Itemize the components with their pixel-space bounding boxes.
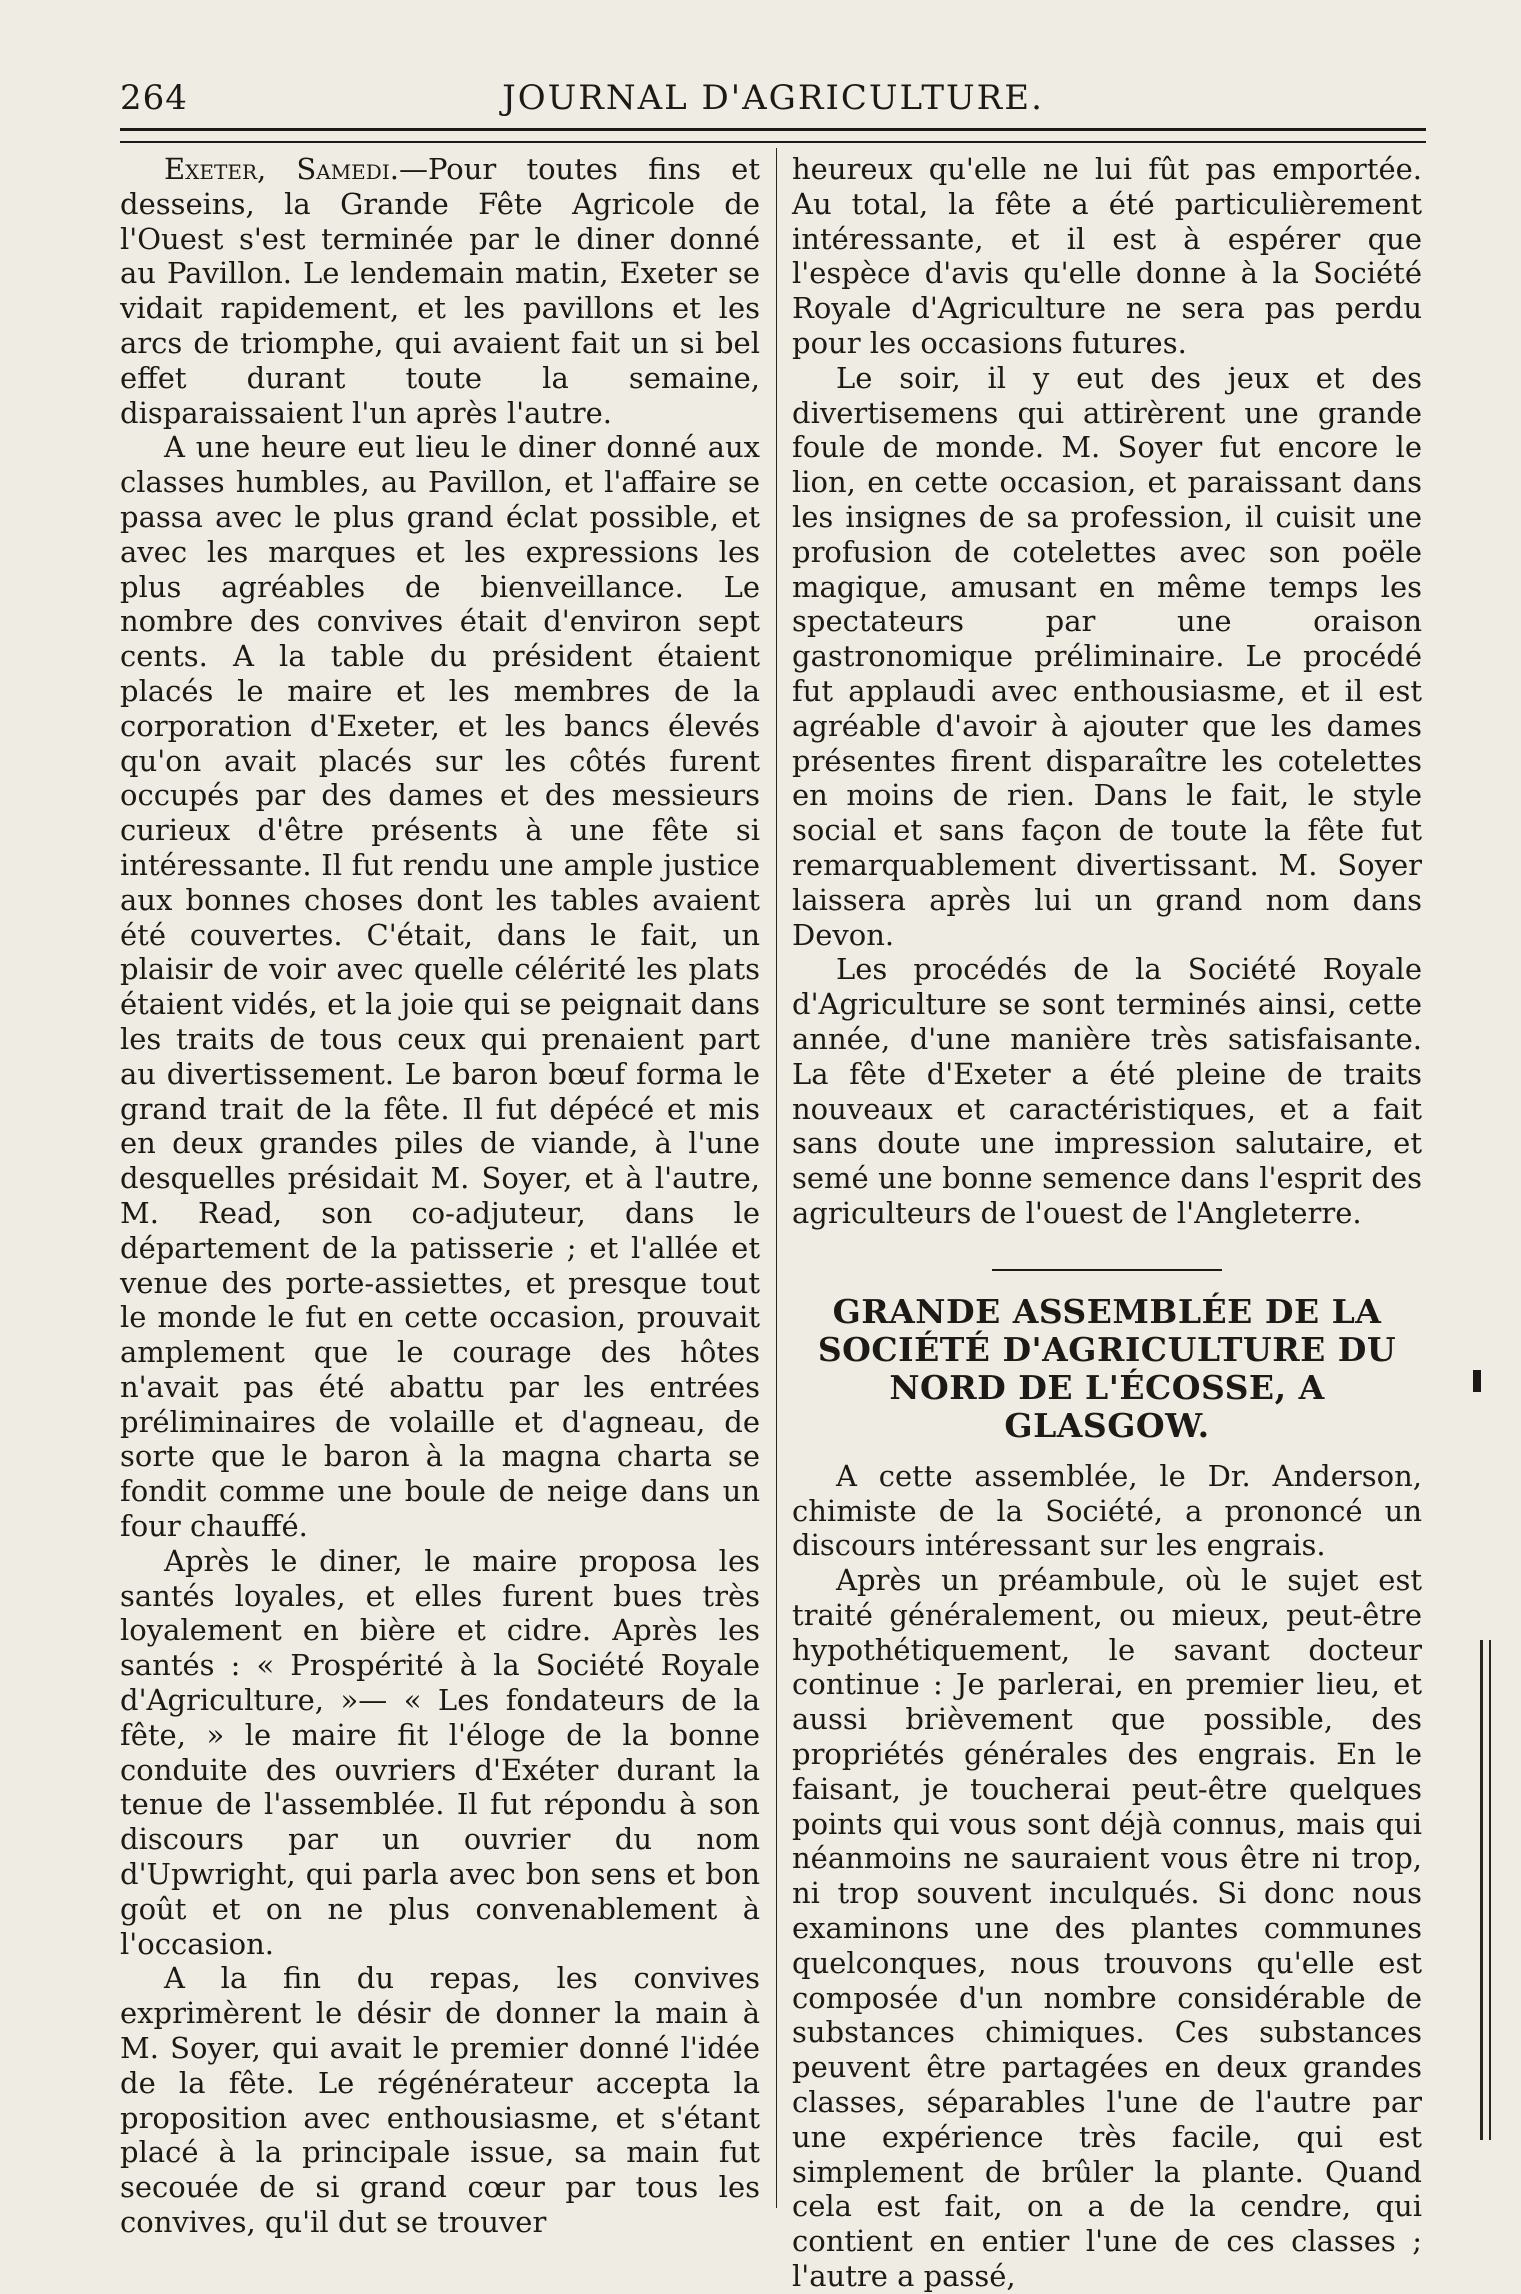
paragraph-continued: heureux qu'elle ne lui fût pas emportée. Au total, la fête a été particulièrement intéressante, et il est à espérer que l'espèce d'avis qu'elle donne à la Société Royale d'Agriculture ne sera pas perdu pour les occasions futures. bbox=[792, 152, 1422, 360]
paragraph: Le soir, il y eut des jeux et des divertisemens qui attirèrent une grande foule de monde. M. Soyer fut encore le lion, en cette occasion, et paraissant dans les insignes de sa profession, il cuisit une profusion de cotelettes avec son poële magique, amusant en même temps les spectateurs par une oraison gastronomique préliminaire. Le procédé fut applaudi avec enthousiasme, et il est agréable d'avoir à ajouter que les dames présentes firent disparaître les cotelettes en moins de rien. Dans le fait, le style social et sans façon de toute la fête fut remarquablement divertissant. M. Soyer laissera après lui un grand nom dans Devon. bbox=[792, 360, 1422, 952]
section-heading: GRANDE ASSEMBLÉE DE LA SOCIÉTÉ D'AGRICULTURE DU NORD DE L'ÉCOSSE, A GLASGOW. bbox=[817, 1291, 1397, 1445]
margin-mark bbox=[1473, 1370, 1481, 1392]
paragraph: A une heure eut lieu le diner donné aux classes humbles, au Pavillon, et l'affaire se passa avec le plus grand éclat possible, et avec les marques et les expressions les plus agréables de bienveillance. Le nombre des convives était d'environ sept cents. A la table du président étaient placés le maire et les membres de la corporation d'Exeter, et les bancs élevés qu'on avait placés sur les côtés furent occupés par des dames et des messieurs curieux d'être présents à une fête si intéressante. Il fut rendu une ample justice aux bonnes choses dont les tables avaient été couvertes. C'était, dans le fait, un plaisir de voir avec quelle célérité les plats étaient vidés, et la joie qui se peignait dans les traits de tous ceux qui prenaient part au divertissement. Le baron bœuf forma le grand trait de la fête. Il fut dépécé et mis en deux grandes piles de viande, à l'une desquelles présidait M. Soyer, et à l'autre, M. Read, son co-adjuteur, dans le département de la patisserie ; et l'allée et venue des porte-assiettes, et presque tout le monde le fut en cette occasion, prouvait amplement que le courage des hôtes n'avait pas été abattu par les entrées préliminaires de volaille et d'agneau, de sorte que le baron à la magna charta se fondit comme une boule de neige dans un four chauffé. bbox=[120, 430, 760, 1544]
paragraph: Après le diner, le maire proposa les santés loyales, et elles furent bues très loyalement en bière et cidre. Après les santés : « Prospérité à la Société Royale d'Agriculture, »— « Les fondateurs de la fête, » le maire fit l'éloge de la bonne conduite des ouvriers d'Exéter durant la tenue de l'assemblée. Il fut répondu à son discours par un ouvrier du nom d'Upwright, qui parla avec bon sens et bon goût et on ne plus convenablement à l'occasion. bbox=[120, 1543, 760, 1961]
column-divider bbox=[776, 148, 777, 2208]
running-title: JOURNAL D'AGRICULTURE. bbox=[502, 78, 1044, 118]
dateline: Exeter, Samedi. bbox=[164, 152, 399, 186]
paragraph: A la fin du repas, les convives exprimèrent le désir de donner la main à M. Soyer, qui avait le premier donné l'idée de la fête. Le régénérateur accepta la proposition avec enthousiasme, et s'étant placé à la principale issue, sa main fut secouée de si grand cœur par tous les convives, qu'il dut se trouver bbox=[120, 1961, 760, 2240]
left-column bbox=[120, 152, 760, 2240]
paragraph: Les procédés de la Société Royale d'Agriculture se sont terminés ainsi, cette année, d'une manière très satisfaisante. La fête d'Exeter a été pleine de traits nouveaux et caractéristiques, et a fait sans doute une impression salutaire, et semé une bonne semence dans l'esprit des agriculteurs de l'ouest de l'Angleterre. bbox=[792, 952, 1422, 1230]
section-divider bbox=[992, 1269, 1222, 1271]
header-double-rule bbox=[120, 128, 1426, 143]
paragraph bbox=[120, 152, 760, 430]
binding-edge-marks bbox=[1480, 1640, 1491, 2140]
page-header bbox=[120, 78, 1426, 128]
page-number: 264 bbox=[120, 78, 188, 118]
paragraph: Après un préambule, où le sujet est traité généralement, ou mieux, peut-être hypothétiquement, le savant docteur continue : Je parlerai, en premier lieu, et aussi brièvement que possible, des propriétés générales des engrais. En le faisant, je toucherai peut-être quelques points qui vous sont déjà connus, mais qui néanmoins ne sauraient vous être ni trop, ni trop souvent inculqués. Si donc nous examinons une des plantes communes quelconques, nous trouvons qu'elle est composée d'un nombre considérable de substances chimiques. Ces substances peuvent être partagées en deux grandes classes, séparables l'une de l'autre par une expérience très facile, qui est simplement de brûler la plante. Quand cela est fait, on a de la cendre, qui contient en entier l'une de ces classes ; l'autre a passé, bbox=[792, 1563, 1422, 2294]
right-column bbox=[792, 152, 1422, 2294]
paragraph: A cette assemblée, le Dr. Anderson, chimiste de la Société, a prononcé un discours intéressant sur les engrais. bbox=[792, 1458, 1422, 1563]
paragraph-text: —Pour toutes fins et desseins, la Grande Fête Agricole de l'Ouest s'est terminée par le diner donné au Pavillon. Le lendemain matin, Exeter se vidait rapidement, et les pavillons et les arcs de triomphe, qui avaient fait un si bel effet durant toute la semaine, disparaissaient l'un après l'autre. bbox=[120, 152, 760, 430]
